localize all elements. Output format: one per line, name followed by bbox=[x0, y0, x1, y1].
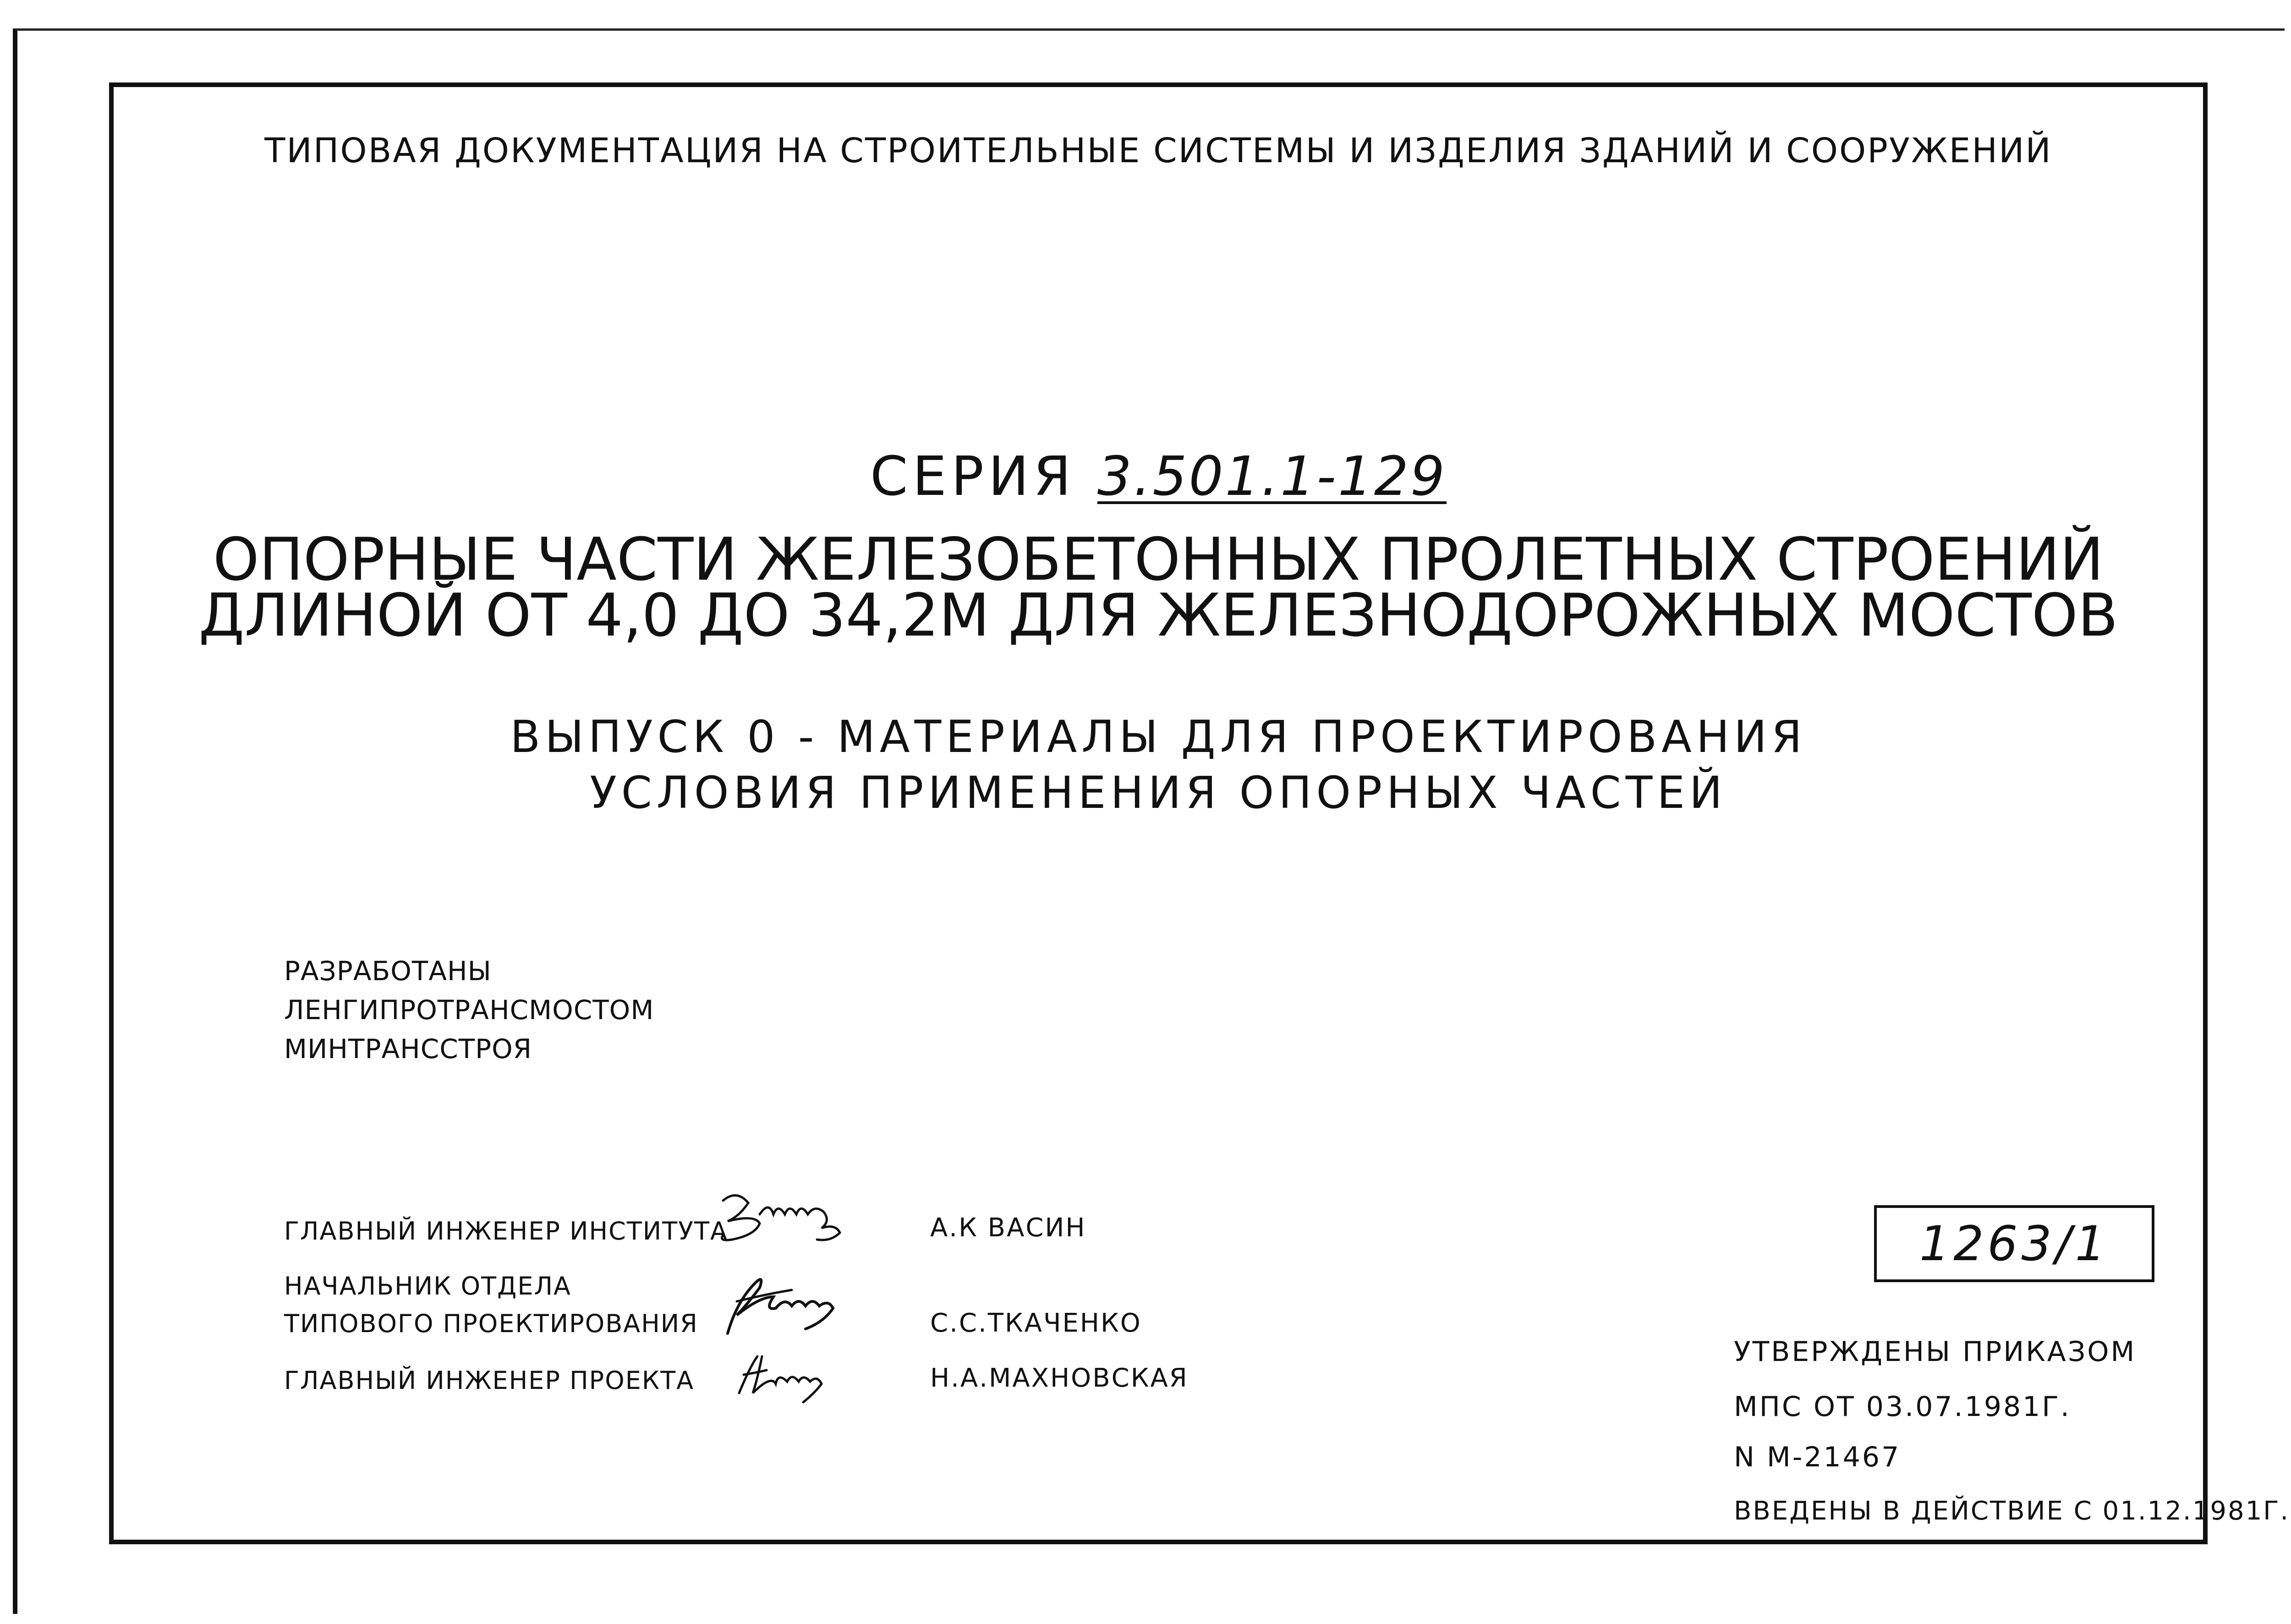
header-text: ТИПОВАЯ ДОКУМЕНТАЦИЯ НА СТРОИТЕЛЬНЫЕ СИСТЕМЫ И ИЗДЕЛИЯ ЗДАНИЙ И СООРУЖЕНИЙ bbox=[264, 131, 2052, 170]
signature-2-image bbox=[709, 1269, 874, 1347]
signatory-3-name: Н.А.МАХНОВСКАЯ bbox=[930, 1363, 1189, 1393]
issue-line-2: УСЛОВИЯ ПРИМЕНЕНИЯ ОПОРНЫХ ЧАСТЕЙ bbox=[590, 767, 1727, 818]
signatory-2-title-line-2: ТИПОВОГО ПРОЕКТИРОВАНИЯ bbox=[284, 1309, 698, 1338]
developed-by-line-3: МИНТРАНССТРОЯ bbox=[284, 1033, 532, 1064]
series-number: 3.501.1-129 bbox=[1097, 444, 1447, 508]
approval-line-1: УТВЕРЖДЕНЫ ПРИКАЗОМ bbox=[1734, 1336, 2137, 1368]
signature-1-image bbox=[709, 1182, 870, 1251]
signature-3-image bbox=[730, 1347, 849, 1407]
doc-number-box bbox=[1874, 1205, 2154, 1282]
signatory-2-title-line-1: НАЧАЛЬНИК ОТДЕЛА bbox=[284, 1272, 572, 1300]
approval-line-3: N М-21467 bbox=[1734, 1441, 1901, 1473]
title-line-1: ОПОРНЫЕ ЧАСТИ ЖЕЛЕЗОБЕТОННЫХ ПРОЛЕТНЫХ СТРОЕНИЙ bbox=[213, 526, 2104, 594]
title-line-2: ДЛИНОЙ ОТ 4,0 ДО 34,2М ДЛЯ ЖЕЛЕЗНОДОРОЖНЫХ МОСТОВ bbox=[198, 582, 2118, 650]
signatory-1-title: ГЛАВНЫЙ ИНЖЕНЕР ИНСТИТУТА bbox=[284, 1217, 728, 1245]
signatory-2-name: С.С.ТКАЧЕНКО bbox=[930, 1308, 1142, 1338]
developed-by-line-2: ЛЕНГИПРОТРАНСМОСТОМ bbox=[284, 994, 654, 1026]
series-line bbox=[114, 444, 2203, 508]
doc-number: 1263/1 bbox=[1919, 1216, 2109, 1272]
issue-line-1: ВЫПУСК 0 - МАТЕРИАЛЫ ДЛЯ ПРОЕКТИРОВАНИЯ bbox=[510, 711, 1807, 763]
approval-line-2: МПС ОТ 03.07.1981Г. bbox=[1734, 1391, 2071, 1423]
series-label: СЕРИЯ bbox=[870, 444, 1076, 508]
signatory-1-name: А.К ВАСИН bbox=[930, 1213, 1086, 1243]
developed-by-line-1: РАЗРАБОТАНЫ bbox=[284, 955, 492, 987]
drawing-frame bbox=[109, 82, 2290, 1544]
approval-effective: ВВЕДЕНЫ В ДЕЙСТВИЕ С 01.12.1981Г. bbox=[1734, 1496, 2290, 1526]
signatory-3-title: ГЛАВНЫЙ ИНЖЕНЕР ПРОЕКТА bbox=[284, 1366, 695, 1395]
